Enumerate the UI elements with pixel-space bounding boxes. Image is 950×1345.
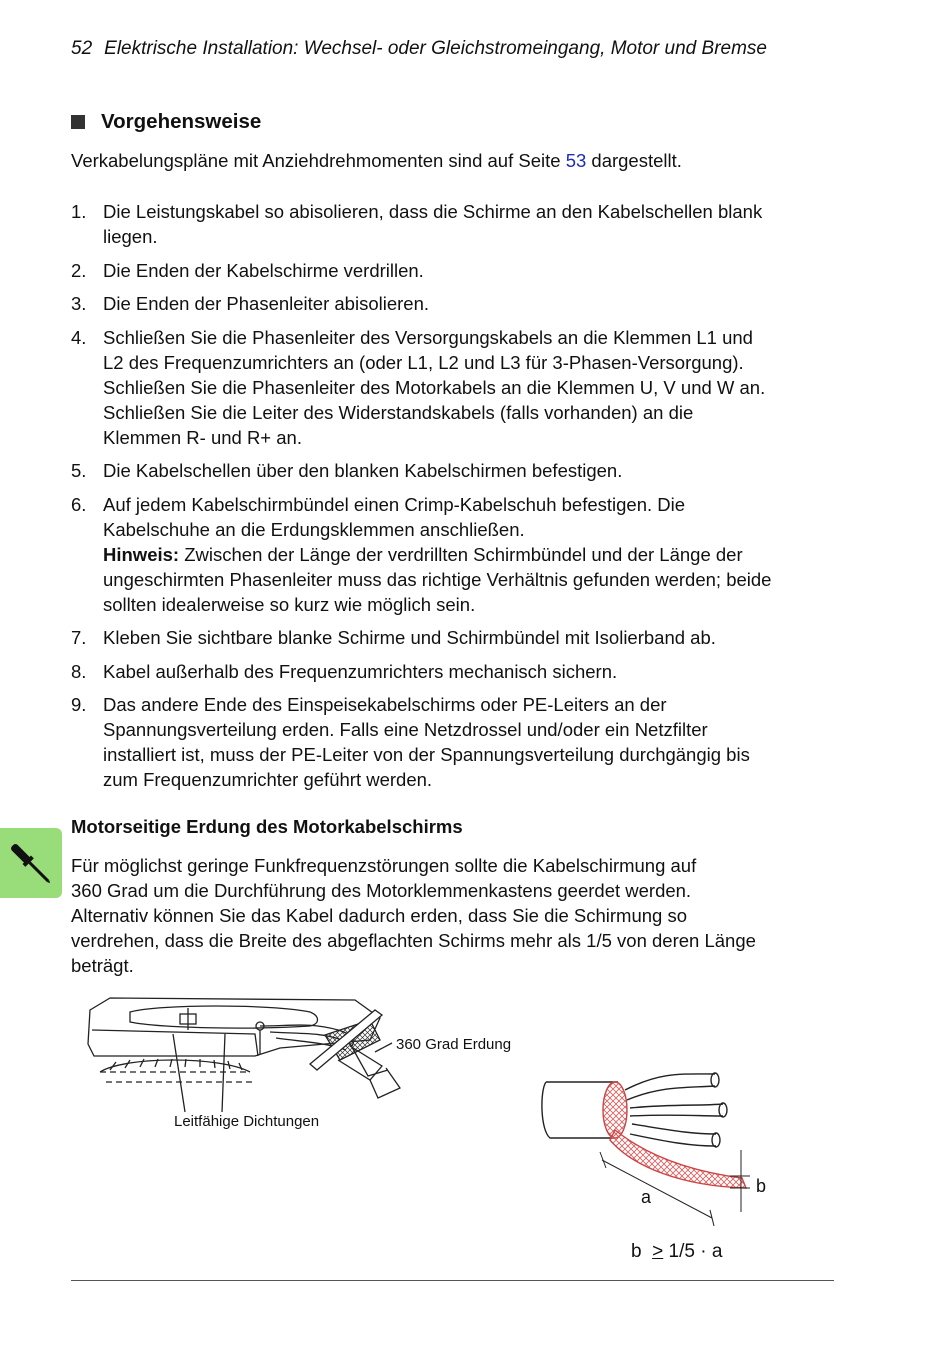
step-text: Schließen Sie die Phasenleiter des Versorgungskabels an die Klemmen L1 und — [103, 326, 753, 348]
step-text: Das andere Ende des Einspeisekabelschirms oder PE-Leiters an der — [103, 694, 667, 715]
footer-rule — [71, 1280, 834, 1281]
step-text: Schließen Sie die Leiter des Widerstandskabels (falls vorhanden) an die — [103, 401, 694, 423]
paragraph-line: Für möglichst geringe Funkfrequenzstörungen sollte die Kabelschirmung auf — [71, 855, 697, 876]
step-text: Spannungsverteilung erden. Falls eine Netzdrossel und/oder ein Netzfilter — [103, 719, 708, 740]
step-number: 7. — [71, 627, 87, 648]
step-text: Auf jedem Kabelschirmbündel einen Crimp-Kabelschuh befestigen. Die — [103, 493, 686, 515]
label-360-grounding: 360 Grad Erdung — [396, 1036, 512, 1053]
subsection-paragraph — [71, 853, 851, 978]
step-number: 4. — [71, 326, 87, 348]
step-item — [71, 692, 841, 792]
step-number: 8. — [71, 660, 87, 682]
step-item — [71, 199, 841, 249]
page-number: 52 — [71, 38, 93, 59]
step-number: 1. — [71, 201, 87, 222]
formula-ge: > — [652, 1241, 664, 1262]
step-text: liegen. — [103, 226, 158, 247]
intro-text-end: dargestellt. — [586, 150, 682, 171]
formula-b: b — [631, 1241, 642, 1262]
note-label: Hinweis: — [103, 543, 180, 565]
bullet-square-icon — [71, 115, 85, 129]
step-text: Kabel außerhalb des Frequenzumrichters mechanisch sichern. — [103, 660, 618, 682]
intro-text-start: Verkabelungspläne mit Anziehdrehmomenten sind auf Seite — [71, 150, 566, 171]
subsection-title: Motorseitige Erdung des Motorkabelschirms — [71, 816, 463, 837]
step-text: L2 des Frequenzumrichters an (oder L1, L2 und L3 für 3-Phasen-Versorgung). — [103, 351, 744, 373]
step-text: installiert ist, muss der PE-Leiter von der Spannungsverteilung durchgängig bis — [103, 744, 750, 765]
step-item — [71, 659, 841, 684]
paragraph-line: 360 Grad um die Durchführung des Motorklemmenkastens geerdet werden. — [71, 880, 692, 901]
step-text: Schließen Sie die Phasenleiter des Motorkabels an die Klemmen U, V und W an. — [103, 376, 766, 398]
intro-text — [71, 150, 682, 172]
section-title: Vorgehensweise — [101, 110, 262, 133]
step-item — [71, 625, 841, 650]
step-text: Die Leistungskabel so abisolieren, dass die Schirme an den Kabelschellen blank — [103, 201, 763, 222]
step-text: Die Enden der Phasenleiter abisolieren. — [103, 293, 430, 314]
step-number: 3. — [71, 293, 87, 314]
step-text: zum Frequenzumrichter geführt werden. — [103, 769, 433, 790]
step-number: 2. — [71, 259, 87, 281]
step-note — [103, 542, 841, 567]
section-heading — [71, 110, 261, 134]
step-number: 6. — [71, 493, 87, 515]
paragraph-line: verdrehen, dass die Breite des abgeflachten Schirms mehr als 1/5 von deren Länge — [71, 930, 756, 951]
step-text: Die Kabelschellen über den blanken Kabelschirmen befestigen. — [103, 460, 623, 481]
step-number: 5. — [71, 460, 87, 481]
ratio-formula — [631, 1241, 722, 1263]
side-tab-marker — [0, 828, 62, 898]
paragraph-line: Alternativ können Sie das Kabel dadurch erden, dass Sie die Schirmung so — [71, 905, 688, 926]
page-header — [71, 38, 767, 60]
grounding-figure — [70, 990, 770, 1230]
note-text: Zwischen der Länge der verdrillten Schirmbündel und der Länge der — [179, 543, 743, 565]
step-text: Kleben Sie sichtbare blanke Schirme und Schirmbündel mit Isolierband ab. — [103, 627, 716, 648]
step-text: Klemmen R- und R+ an. — [103, 426, 302, 448]
step-text: Kabelschuhe an die Erdungsklemmen anschließen. — [103, 518, 525, 540]
step-number: 9. — [71, 694, 87, 715]
step-item — [71, 458, 841, 483]
step-text: sollten idealerweise so kurz wie möglich sein. — [103, 593, 476, 615]
step-item — [71, 325, 841, 450]
paragraph-line: beträgt. — [71, 955, 134, 976]
header-title: Elektrische Installation: Wechsel- oder Gleichstromeingang, Motor und Bremse — [104, 38, 767, 59]
page-link-53[interactable]: 53 — [565, 150, 587, 171]
step-item — [71, 258, 841, 283]
step-item — [71, 492, 841, 617]
step-text: ungeschirmten Phasenleiter muss das richtige Verhältnis gefunden werden; beide — [103, 568, 772, 590]
step-item — [71, 291, 841, 316]
procedure-steps — [71, 199, 841, 801]
terminal-box-drawing — [88, 998, 400, 1112]
label-conductive-seals: Leitfähige Dichtungen — [174, 1113, 320, 1130]
label-dimension-b: b — [756, 1176, 767, 1196]
screwdriver-icon — [6, 836, 56, 891]
label-dimension-a: a — [641, 1187, 652, 1207]
step-text: Die Enden der Kabelschirme verdrillen. — [103, 259, 424, 281]
formula-rest: 1/5 · a — [663, 1241, 723, 1262]
